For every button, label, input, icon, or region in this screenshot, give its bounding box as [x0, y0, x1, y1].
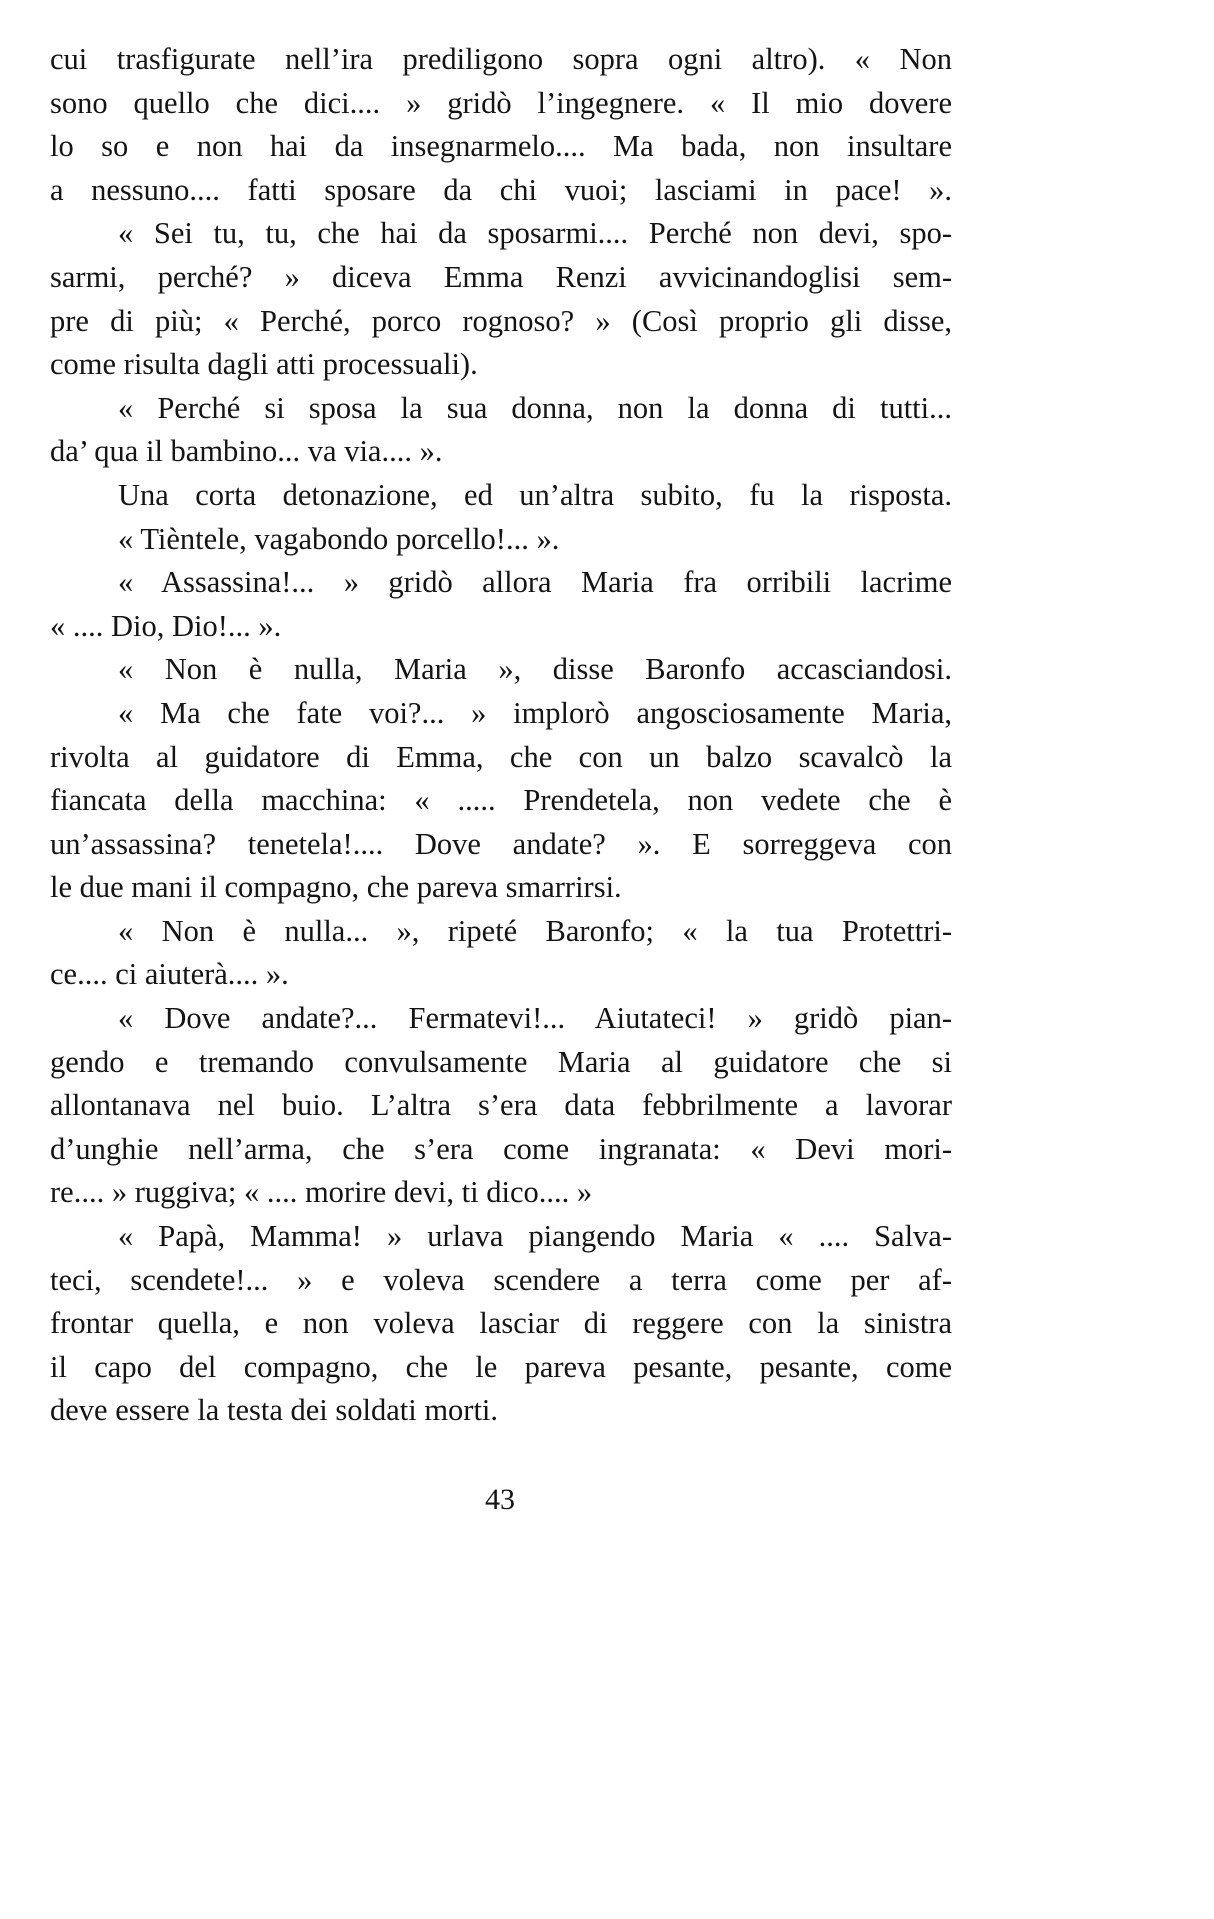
text-line: da’ qua il bambino... va via.... ».: [50, 434, 443, 469]
text-line: come risulta dagli atti processuali).: [50, 347, 478, 382]
text-line: un’assassina? tenetela!.... Dove andate? ». E sorreggeva con: [50, 826, 952, 861]
text-line: pre di più; « Perché, porco rognoso? » (Così proprio gli disse,: [50, 303, 952, 338]
text-line: « Non è nulla... », ripeté Baronfo; « la tua Protettri-: [118, 913, 952, 948]
text-line: frontar quella, e non voleva lasciar di reggere con la sinistra: [50, 1306, 952, 1341]
text-line: « Assassina!... » gridò allora Maria fra orribili lacrime: [118, 565, 952, 600]
text-line: « .... Dio, Dio!... ».: [50, 608, 282, 643]
text-line: re.... » ruggiva; « .... morire devi, ti dico.... »: [50, 1175, 593, 1210]
page-body-text: [50, 38, 952, 1433]
page-number: 43: [485, 1483, 515, 1516]
text-line: « Sei tu, tu, che hai da sposarmi.... Perché non devi, spo-: [118, 216, 952, 251]
text-line: Una corta detonazione, ed un’altra subito, fu la risposta.: [118, 477, 952, 512]
text-line: le due mani il compagno, che pareva smarrirsi.: [50, 870, 622, 905]
text-line: « Papà, Mamma! » urlava piangendo Maria « .... Salva-: [118, 1219, 952, 1254]
text-line: « Dove andate?... Fermatevi!... Aiutateci! » gridò pian-: [118, 1001, 952, 1036]
text-line: « Non è nulla, Maria », disse Baronfo accasciandosi.: [118, 652, 952, 687]
text-line: « Perché si sposa la sua donna, non la donna di tutti...: [118, 390, 952, 425]
text-line: sarmi, perché? » diceva Emma Renzi avvicinandoglisi sem-: [50, 259, 952, 294]
text-line: cui trasfigurate nell’ira prediligono sopra ogni altro). « Non: [50, 42, 952, 76]
text-line: teci, scendete!... » e voleva scendere a terra come per af-: [50, 1262, 952, 1297]
text-line: « Ma che fate voi?... » implorò angosciosamente Maria,: [118, 695, 952, 730]
text-line: ce.... ci aiuterà.... ».: [50, 957, 289, 992]
text-line: a nessuno.... fatti sposare da chi vuoi; lasciami in pace! ».: [50, 172, 952, 207]
text-line: sono quello che dici.... » gridò l’ingegnere. « Il mio dovere: [50, 85, 952, 120]
text-line: deve essere la testa dei soldati morti.: [50, 1393, 499, 1428]
text-line: il capo del compagno, che le pareva pesante, pesante, come: [50, 1349, 952, 1384]
text-line: allontanava nel buio. L’altra s’era data febbrilmente a lavorar: [50, 1088, 952, 1123]
text-line: gendo e tremando convulsamente Maria al guidatore che si: [50, 1044, 952, 1079]
text-line: d’unghie nell’arma, che s’era come ingranata: « Devi mori-: [50, 1131, 952, 1166]
text-line: fiancata della macchina: « ..... Prendetela, non vedete che è: [50, 783, 952, 818]
text-line: rivolta al guidatore di Emma, che con un balzo scavalcò la: [50, 739, 952, 774]
text-line: lo so e non hai da insegnarmelo.... Ma bada, non insultare: [50, 129, 952, 164]
text-line: « Tièntele, vagabondo porcello!... ».: [118, 521, 560, 556]
